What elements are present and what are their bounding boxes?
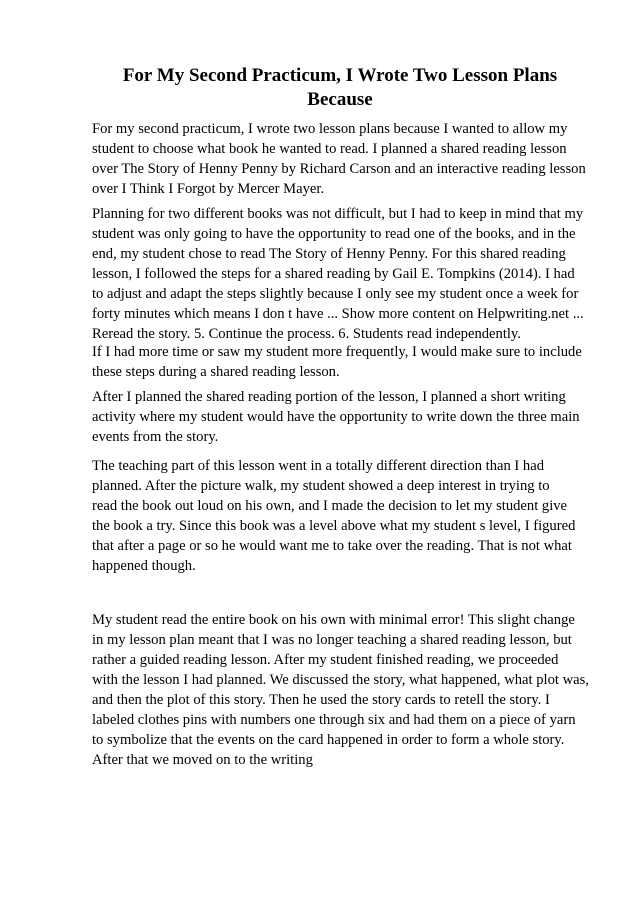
paragraph-1: For my second practicum, I wrote two lesson plans because I wanted to allow my student to choose what book he wanted to read. I planned a shared reading lesson over The Story of Henny Penny by Richard Carson and an interactive reading lesson over I Think I Forgot by Mercer Mayer. [92,121,586,197]
paragraph-4: After I planned the shared reading portion of the lesson, I planned a short writing activity where my student would have the opportunity to write down the three main events from the story. [92,389,580,445]
paragraph-5: The teaching part of this lesson went in a totally different direction than I had planned. After the picture walk, my student showed a deep interest in trying to read the book out loud on his own, and I made the decision to let my student give the book a try. Since this book was a level above what my student s level, I figured that after a page or so he would want me to take over the reading. That is not what happened though. [92,458,576,574]
paragraph-6: My student read the entire book on his own with minimal error! This slight change in my lesson plan meant that I was no longer teaching a shared reading lesson, but rather a guided reading lesson. After my student finished reading, we proceeded with the lesson I had planned. We discussed the story, what happened, what plot was, and then the plot of this story. Then he used the story cards to retell the story. I labeled clothes pins with numbers one through six and had them on a piece of yarn to symbolize that the events on the card happened in order to form a whole story. After that we moved on to the writing [92,612,589,768]
document-title: For My Second Practicum, I Wrote Two Lesson Plans Because [122,65,558,110]
paragraph-3: If I had more time or saw my student more frequently, I would make sure to include these steps during a shared reading lesson. [92,344,582,380]
paragraph-2: Planning for two different books was not difficult, but I had to keep in mind that my student was only going to have the opportunity to read one of the books, and in the end, my student chose to read The Story of Henny Penny. For this shared reading lesson, I followed the steps for a shared reading by Gail E. Tompkins (2014). I had to adjust and adapt the steps slightly because I only see my student once a week for forty minutes which means I don t have ... Show more content on Helpwriting.net ... Reread the story. 5. Continue the process. 6. Students read independently. [92,206,584,342]
